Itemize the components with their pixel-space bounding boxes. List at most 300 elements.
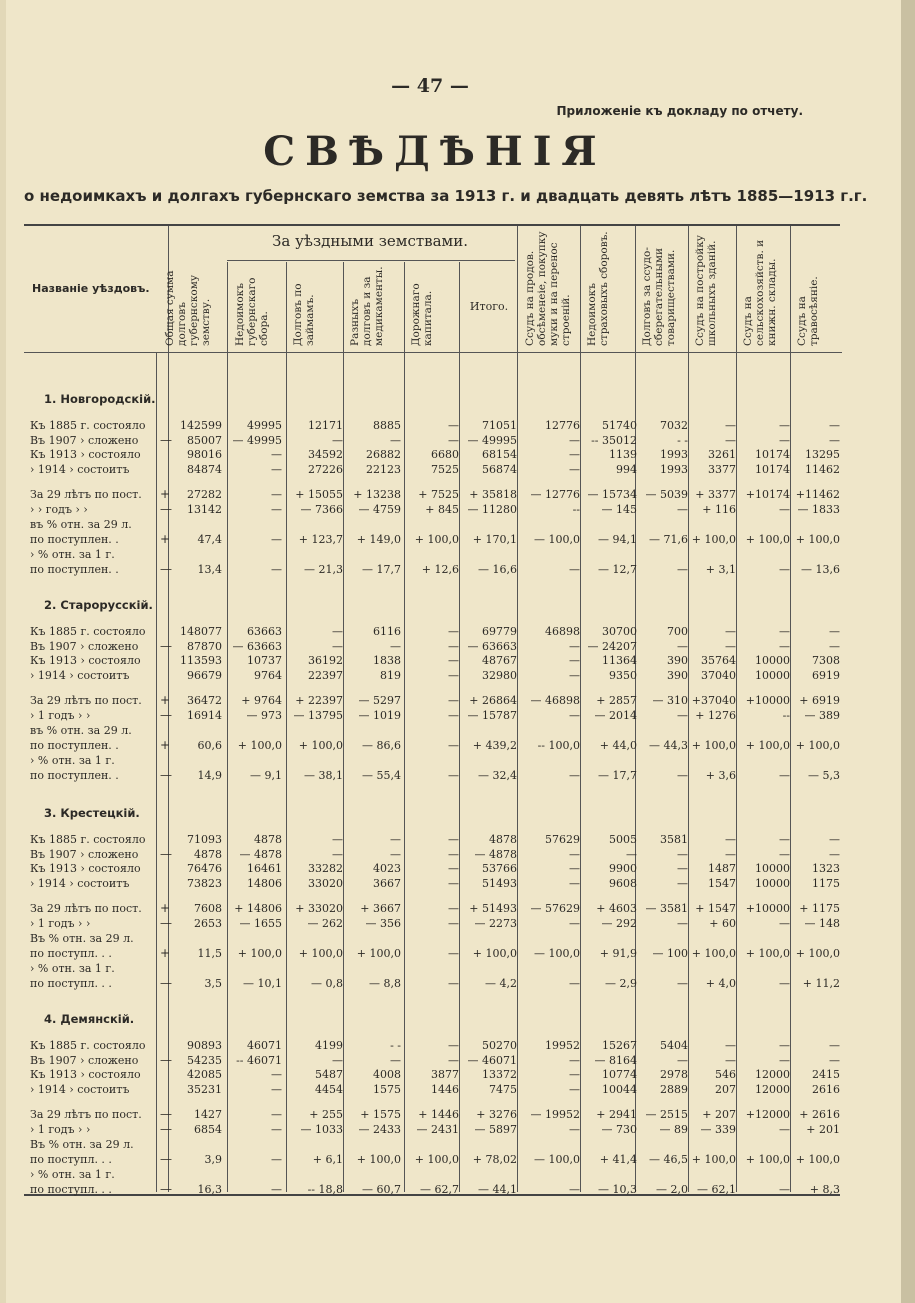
table-cell: — [725,847,736,861]
table-cell: — [271,1183,282,1196]
table-cell: -- 18,8 [307,1183,343,1196]
table-cell: 4878 [489,833,517,846]
table-cell: 1993 [660,462,688,476]
row-sign: — [160,846,172,861]
table-cell: 90893 [187,1039,222,1052]
table-cell: 3,9 [204,1153,222,1166]
table-cell: + 78,02 [472,1153,517,1166]
table-cell: 1575 [373,1082,401,1096]
table-cell: + 44,0 [599,739,637,752]
table-cell: — 262 [307,917,343,930]
row-sign: — [160,1052,172,1067]
row-label: Въ 1907 › сложено [30,1053,139,1067]
table-cell: 7308 [812,654,840,667]
table-cell: — [779,1183,790,1196]
table-cell: 51493 [482,876,517,890]
row-label: по поступлен. . [30,769,119,782]
table-cell: — 100,0 [534,947,580,960]
table-cell: 1547 [708,876,736,890]
table-cell: — 7366 [300,503,343,516]
table-cell: + 15055 [295,488,343,501]
page-edge-right [901,0,915,1303]
table-cell: — [448,862,459,875]
table-cell: — [569,917,580,930]
table-cell: + 100,0 [356,1153,401,1166]
table-cell: — [390,1053,401,1067]
table-cell: — [677,769,688,782]
table-cell: + 4,0 [705,977,736,990]
table-cell: 34592 [308,448,343,461]
table-cell: — [390,433,401,447]
table-cell: — 292 [601,917,637,930]
table-cell: — [725,639,736,653]
table-cell: 9764 [254,668,282,682]
column-header: Ссудъ на травосѣяніе. [796,276,820,346]
row-label: Къ 1913 › состояло [30,1068,141,1081]
table-cell: — [569,847,580,861]
table-cell: + 100,0 [237,947,282,960]
table-cell: 700 [667,625,688,638]
column-header: Ссудъ на постройку школьныхъ зданій. [694,235,718,346]
row-label: › % отн. за 1 г. [30,548,115,561]
table-cell: — 2431 [416,1123,459,1136]
row-sign: — [160,432,172,447]
table-cell: — 145 [601,503,637,516]
page-edge-left [0,0,6,1303]
table-cell: — 5,3 [808,769,840,782]
table-cell: 13295 [805,448,840,461]
column-rule [286,262,287,1192]
table-cell: — 17,7 [598,769,637,782]
table-cell: 1487 [708,862,736,875]
row-label: Къ 1885 г. состояло [30,1039,146,1052]
header-group-rule [227,260,515,261]
table-cell: + 9764 [241,694,282,707]
table-cell: — 15787 [467,709,517,722]
table-cell: 35764 [701,654,736,667]
table-cell: — [626,847,637,861]
table-cell: + 170,1 [472,533,517,546]
table-cell: 11462 [805,462,840,476]
table-cell: — 4,2 [485,977,517,990]
table-cell: 54235 [187,1053,222,1067]
table-cell: — 10,3 [598,1183,637,1196]
table-cell: 12000 [755,1068,790,1081]
column-header: Ссудъ на продов. обсѣменеіе, покупку муки и на перенос строеній. [524,231,572,346]
table-cell: -- [782,709,790,722]
table-cell: 10000 [755,668,790,682]
table-cell: — [448,709,459,722]
table-cell: 8885 [373,419,401,432]
table-cell: — 8,8 [369,977,401,990]
table-cell: — [677,503,688,516]
table-cell: - - [390,1039,401,1052]
row-sign: + [160,901,171,915]
table-cell: 207 [715,1082,736,1096]
table-cell: — 19952 [530,1108,580,1121]
table-cell: 46898 [545,625,580,638]
table-cell: — [332,639,343,653]
table-cell: 819 [380,668,401,682]
table-cell: + 26864 [469,694,517,707]
table-cell: — [569,977,580,990]
table-cell: — [390,639,401,653]
table-cell: — [725,419,736,432]
table-cell: — 2433 [358,1123,401,1136]
table-cell: — [569,876,580,890]
table-cell: 1175 [812,876,840,890]
table-cell: — [448,739,459,752]
table-cell: 87870 [187,639,222,653]
row-label: Къ 1885 г. состояло [30,419,146,432]
table-cell: — [448,769,459,782]
table-cell: — [677,639,688,653]
table-cell: 50270 [482,1039,517,1052]
supplement-note: Приложеніе къ докладу по отчету. [556,104,803,118]
column-rule [227,262,228,1192]
table-cell: + 207 [702,1108,736,1121]
table-cell: — [829,1039,840,1052]
table-cell: 4199 [315,1039,343,1052]
table-cell: 9900 [609,862,637,875]
table-cell: 7475 [489,1082,517,1096]
table-cell: — [271,462,282,476]
table-cell: 2616 [812,1082,840,1096]
table-cell: — 2,0 [656,1183,688,1196]
column-rule [404,262,405,1192]
table-cell: — [829,639,840,653]
table-cell: 56874 [482,462,517,476]
table-cell: 53766 [482,862,517,875]
table-cell: + 2941 [596,1108,637,1121]
table-cell: — [725,1053,736,1067]
table-cell: — [677,862,688,875]
table-cell: +12000 [745,1108,790,1121]
table-cell: — [779,503,790,516]
table-cell: — 3581 [645,902,688,915]
table-cell: 4008 [373,1068,401,1081]
table-cell: 113593 [180,654,222,667]
table-cell: — 973 [246,709,282,722]
row-sign: + [160,693,171,707]
table-cell: + 51493 [469,902,517,915]
table-cell: — 4878 [474,847,517,861]
table-cell: 13,4 [197,563,222,576]
table-cell: 33020 [308,876,343,890]
table-cell: — [569,654,580,667]
table-cell: 22123 [366,462,401,476]
table-cell: + 1446 [418,1108,459,1121]
table-cell: + 14806 [234,902,282,915]
column-header: Недоимокъ страховыхъ сборовъ. [586,231,610,346]
table-cell: + 100,0 [298,739,343,752]
table-cell: 4878 [254,833,282,846]
table-cell: 35231 [187,1082,222,1096]
table-cell: + 100,0 [691,1153,736,1166]
row-label: по поступлен. . [30,533,119,546]
table-cell: + 7525 [418,488,459,501]
table-cell: — 389 [804,709,840,722]
table-cell: — [448,1053,459,1067]
table-cell: + 33020 [295,902,343,915]
table-cell: + 41,4 [599,1153,637,1166]
table-cell: — 10,1 [243,977,282,990]
table-cell: +10000 [745,902,790,915]
table-cell: + 100,0 [745,739,790,752]
table-cell: — 13795 [293,709,343,722]
row-sign: — [160,1122,172,1136]
table-cell: — [779,1123,790,1136]
table-cell: 84874 [187,462,222,476]
table-cell: 49995 [247,419,282,432]
table-cell: 57629 [545,833,580,846]
section-title: 3. Крестецкій. [44,806,140,820]
table-cell: 14806 [247,876,282,890]
table-cell: + 6,1 [312,1153,343,1166]
table-cell: — [677,709,688,722]
table-cell: — [569,563,580,576]
table-cell: — 4878 [239,847,282,861]
table-cell: 15267 [602,1039,637,1052]
table-cell: 32980 [482,668,517,682]
column-header: Долговъ по займамъ. [292,283,316,346]
table-cell: — [779,917,790,930]
table-cell: -- [572,503,580,516]
table-cell: 4454 [315,1082,343,1096]
table-cell: +11462 [795,488,840,501]
column-header: Долговъ за ссудо-сберегательными товариществами. [641,247,677,346]
table-cell: — [779,847,790,861]
table-cell: 27282 [187,488,222,501]
table-cell: — [779,769,790,782]
table-cell: 48767 [482,654,517,667]
table-cell: — [332,433,343,447]
table-cell: — 63663 [232,639,282,653]
table-cell: 10174 [755,448,790,461]
table-cell: 30700 [602,625,637,638]
table-cell: 11,5 [197,947,222,960]
table-cell: — 148 [804,917,840,930]
table-cell: — [779,639,790,653]
row-label: въ % отн. за 29 л. [30,724,132,737]
table-cell: 27226 [308,462,343,476]
table-cell: — [448,847,459,861]
table-cell: — [448,654,459,667]
table-cell: — [779,1053,790,1067]
table-cell: + 100,0 [795,533,840,546]
table-cell: 16461 [247,862,282,875]
table-cell: — 89 [659,1123,688,1136]
table-cell: 1139 [609,448,637,461]
row-sign: — [160,1107,172,1121]
row-label: Къ 1885 г. состояло [30,625,146,638]
table-cell: — [779,419,790,432]
table-cell: — 100,0 [534,1153,580,1166]
table-cell: — 94,1 [598,533,637,546]
table-cell: — [448,876,459,890]
table-cell: + 439,2 [472,739,517,752]
table-cell: — [332,1053,343,1067]
table-cell: + 60 [709,917,736,930]
table-cell: 7032 [660,419,688,432]
table-cell: — [448,419,459,432]
table-cell: 2978 [660,1068,688,1081]
table-cell: — [779,433,790,447]
row-sign: + [160,487,171,501]
table-cell: + 2857 [596,694,637,707]
table-cell: — [332,847,343,861]
table-cell: 5404 [660,1039,688,1052]
table-cell: +10000 [745,694,790,707]
table-cell: — [677,1053,688,1067]
table-cell: 33282 [308,862,343,875]
table-cell: 85007 [187,433,222,447]
table-cell: 12776 [545,419,580,432]
row-label: За 29 лѣтъ по пост. [30,1108,142,1121]
table-cell: +37040 [691,694,736,707]
table-cell: 68154 [482,448,517,461]
row-sign: + [160,946,171,960]
row-label: › 1 годъ › › [30,917,91,930]
table-cell: + 6919 [799,694,840,707]
table-cell: — 2014 [594,709,637,722]
table-cell: — [569,1068,580,1081]
table-cell: + 3377 [695,488,736,501]
table-cell: — 17,7 [362,563,401,576]
table-cell: — [677,917,688,930]
table-cell: — [569,862,580,875]
table-cell: 390 [667,668,688,682]
row-label: › 1914 › состоитъ [30,462,130,476]
table-cell: 5487 [315,1068,343,1081]
table-cell: — 12776 [530,488,580,501]
table-cell: — [725,625,736,638]
row-sign: — [160,916,172,930]
table-cell: + 3,6 [705,769,736,782]
table-cell: 6919 [812,668,840,682]
row-label: › % отн. за 1 г. [30,962,115,975]
table-cell: — 86,6 [362,739,401,752]
table-cell: + 100,0 [414,1153,459,1166]
table-cell: + 100,0 [356,947,401,960]
table-cell: — [829,625,840,638]
table-cell: 142599 [180,419,222,432]
table-cell: 69779 [482,625,517,638]
table-cell: — 21,3 [304,563,343,576]
table-cell: 6854 [194,1123,222,1136]
table-cell: 16,3 [197,1183,222,1196]
table-cell: + 149,0 [356,533,401,546]
table-cell: 46071 [247,1039,282,1052]
table-cell: 1323 [812,862,840,875]
table-cell: — [677,847,688,861]
table-cell: 71093 [187,833,222,846]
table-cell: 63663 [247,625,282,638]
table-cell: — [569,448,580,461]
table-cell: 60,6 [197,739,222,752]
column-rule [343,262,344,1192]
table-cell: — 100,0 [534,533,580,546]
table-cell: — [569,709,580,722]
column-header: Итого. [469,300,509,313]
table-cell: 37040 [701,668,736,682]
table-cell: 10000 [755,876,790,890]
table-cell: + 100,0 [414,533,459,546]
section-title: 4. Демянскій. [44,1012,135,1026]
table-cell: — [725,833,736,846]
table-cell: — [569,1053,580,1067]
table-cell: 7525 [431,462,459,476]
table-cell: — 4759 [358,503,401,516]
row-label: › 1914 › состоитъ [30,1082,130,1096]
table-cell: — [448,947,459,960]
header-group-uezd: За уѣздными земствами. [272,232,468,250]
table-cell: 3667 [373,876,401,890]
table-cell: — [271,1082,282,1096]
table-cell: — [332,833,343,846]
table-cell: + 100,0 [472,947,517,960]
table-cell: — [779,833,790,846]
table-cell: 11364 [602,654,637,667]
table-cell: 2653 [194,917,222,930]
table-cell: 148077 [180,625,222,638]
row-label: въ % отн. за 29 л. [30,518,132,531]
table-cell: 96679 [187,668,222,682]
column-header: Разныхъ долговъ и за медикаменты. [349,266,385,346]
row-sign: — [160,708,172,722]
table-cell: 10737 [247,654,282,667]
row-label: по поступл. . . [30,1153,112,1166]
table-cell: — [829,833,840,846]
row-label: Къ 1913 › состояло [30,654,141,667]
table-cell: — 310 [652,694,688,707]
table-cell: — [271,448,282,461]
row-label: › % отн. за 1 г. [30,1168,115,1181]
table-cell: 1446 [431,1082,459,1096]
table-cell: — 44,1 [478,1183,517,1196]
row-sign: — [160,638,172,653]
table-cell: — [779,563,790,576]
table-cell: — 1019 [358,709,401,722]
table-cell: — 49995 [467,433,517,447]
row-sign: — [160,1152,172,1166]
table-cell: — 15734 [587,488,637,501]
table-cell: 13372 [482,1068,517,1081]
table-cell: + 100,0 [745,533,790,546]
table-cell: 4878 [194,847,222,861]
table-cell: + 100,0 [745,947,790,960]
table-cell: — [448,625,459,638]
table-cell: 12000 [755,1082,790,1096]
row-label: Въ 1907 › сложено [30,847,139,861]
table-cell: + 1547 [695,902,736,915]
table-cell: + 8,3 [809,1183,840,1196]
row-label: За 29 лѣтъ по пост. [30,694,142,707]
table-cell: 36192 [308,654,343,667]
table-cell: — [569,1082,580,1096]
table-cell: 10174 [755,462,790,476]
table-cell: + 100,0 [237,739,282,752]
table-cell: 7608 [194,902,222,915]
row-label: За 29 лѣтъ по пост. [30,902,142,915]
table-cell: — 55,4 [362,769,401,782]
row-label: › 1 годъ › › [30,1123,91,1136]
table-cell: — [677,876,688,890]
table-cell: -- 100,0 [537,739,580,752]
table-cell: — [569,769,580,782]
table-cell: 3,5 [204,977,222,990]
table-cell: — [779,625,790,638]
